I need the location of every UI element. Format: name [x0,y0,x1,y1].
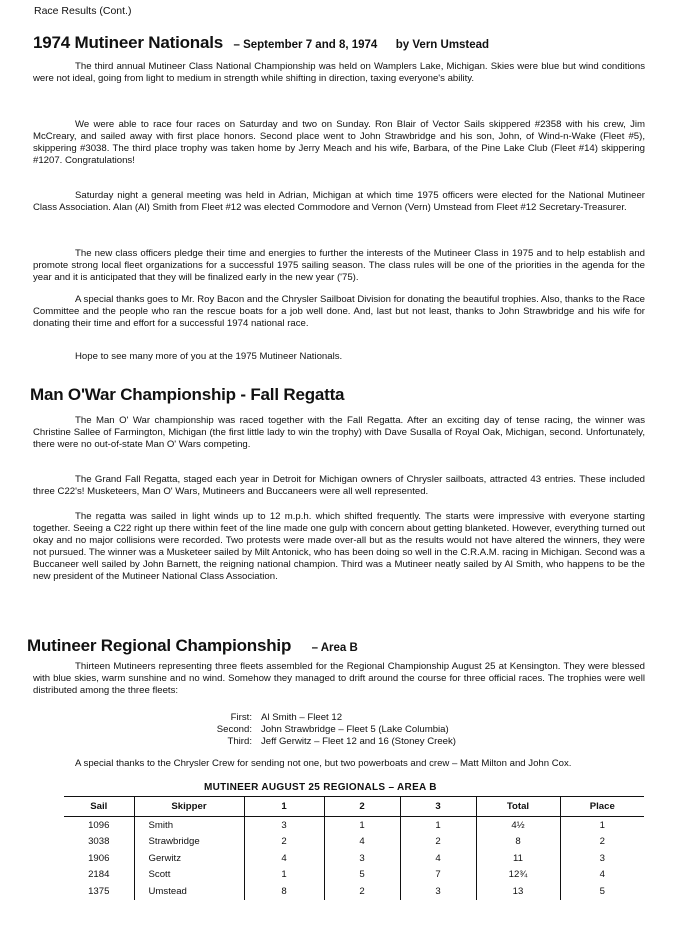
column-header-place: Place [560,797,644,817]
race-1-cell: 2 [244,834,324,851]
paragraph: Thirteen Mutineers representing three fleets assembled for the Regional Championship August 25 at Kensington. They were blessed with blue skies, warm sunshine and no wind. Somehow they managed to drift around the course for three official races. The trophies were well distributed among the three fleets: [33,661,645,696]
section-title: 1974 Mutineer Nationals [33,33,224,52]
page-header-note: Race Results (Cont.) [34,5,132,17]
section-title: Mutineer Regional Championship [27,636,292,655]
column-header-race-3: 3 [400,797,476,817]
placing-value: Jeff Gerwitz – Fleet 12 and 16 (Stoney Creek) [261,736,456,747]
column-header-race-2: 2 [324,797,400,817]
race-3-cell: 1 [400,817,476,834]
section-byline: by Vern Umstead [395,39,490,51]
table-row [64,817,644,834]
paragraph: Hope to see many more of you at the 1975 Mutineer Nationals. [75,351,343,362]
race-1-cell: 4 [244,850,324,867]
paragraph: The third annual Mutineer Class National Championship was held on Wamplers Lake, Michigan. Skies were blue but wind conditions were not ideal, going from light to medium in strength while shifting in direction, taxing everyone's ability. [33,61,645,84]
column-header-total: Total [476,797,560,817]
paragraph: A special thanks goes to Mr. Roy Bacon and the Chrysler Sailboat Division for donating the beautiful trophies. Also, thanks to the Race Committee and the people who ran the rescue boats for a job well done. And, last but not least, thanks to John Strawbridge and his wife for donating their time and effort for a successful 1974 national race. [33,294,645,329]
race-2-cell: 2 [324,883,400,900]
table-row [64,883,644,900]
total-cell: 11 [476,850,560,867]
race-3-cell: 3 [400,883,476,900]
sail-cell: 3038 [88,836,110,848]
sail-cell: 1906 [88,852,110,864]
placing-row [190,712,456,724]
placing-row [190,724,456,736]
skipper-cell: Gerwitz [134,850,244,867]
place-cell: 2 [560,834,644,851]
paragraph: A special thanks to the Chrysler Crew for sending not one, but two powerboats and crew – Matt Milton and John Cox. [75,758,572,769]
table-row [64,834,644,851]
sail-cell: 2184 [88,869,110,881]
column-header-skipper: Skipper [134,797,244,817]
sail-cell: 1096 [88,819,110,831]
placing-label: Third: [227,736,252,747]
section-date: – September 7 and 8, 1974 [233,39,378,51]
paragraph: The Grand Fall Regatta, staged each year in Detroit for Michigan owners of Chrysler sailboats, attracted 43 entries. These included three C22's! Musketeers, Man O' Wars, Mutineers and Buccaneers were all well represented. [33,474,645,497]
table-row [64,850,644,867]
skipper-cell: Scott [134,867,244,884]
skipper-cell: Umstead [134,883,244,900]
section-regional-heading [27,636,358,656]
placing-value: Al Smith – Fleet 12 [261,712,343,723]
race-2-cell: 3 [324,850,400,867]
race-2-cell: 4 [324,834,400,851]
placing-row [190,736,456,748]
place-cell: 5 [560,883,644,900]
placing-value: John Strawbridge – Fleet 5 (Lake Columbia) [261,724,449,735]
race-2-cell: 5 [324,867,400,884]
paragraph: The regatta was sailed in light winds up to 12 m.p.h. which shifted frequently. The starts were impressive with everyone starting together. Seeing a C22 right up there within feet of the line made one gulp with concern about getting blanketed. However, everything turned out okay and no major collisions were recorded. Two protests were made over-all but as the results would not have altered the winners, they were not pursued. The winner was a Musketeer sailed by Milt Antonick, who has been doing so well in the C.R.A.M. racing in Michigan. Second was a Buccaneer well sailed by John Barnett, the reigning national champion. Third was a Mutineer neatly sailed by Al Smith, who happens to be the new president of the Mutineer National Class Association. [33,511,646,582]
paragraph: The Man O' War championship was raced together with the Fall Regatta. After an exciting day of tense racing, the winner was Christine Sallee of Farmington, Michigan (the first little lady to win the trophy) with Dave Susalla of Royal Oak, Michigan, second. Unfortunately, there were no out-of-state Man O' Wars competing. [33,415,645,450]
placings-list [190,712,456,748]
total-cell: 4½ [476,817,560,834]
table-header-row [64,797,644,817]
skipper-cell: Strawbridge [134,834,244,851]
total-cell: 8 [476,834,560,851]
place-cell: 1 [560,817,644,834]
results-table-title: MUTINEER AUGUST 25 REGIONALS – AREA B [204,782,437,793]
place-cell: 3 [560,850,644,867]
paragraph: Saturday night a general meeting was held in Adrian, Michigan at which time 1975 officers were elected for the National Mutineer Class Association. Alan (Al) Smith from Fleet #12 was elected Commodore and Vernon (Vern) Umstead from Fleet #12 Secretary-Treasurer. [33,190,645,213]
race-2-cell: 1 [324,817,400,834]
paragraph: The new class officers pledge their time and energies to further the interests of the Mutineer Class in 1975 and to help establish and promote strong local fleet organizations for a successful 1975 sailing season. The class rules will be one of the priorities in the agenda for the year and it is anticipated that they will be finalized early in the new year ('75). [33,248,645,283]
race-3-cell: 4 [400,850,476,867]
race-1-cell: 3 [244,817,324,834]
column-header-race-1: 1 [244,797,324,817]
results-table [64,796,644,900]
race-3-cell: 7 [400,867,476,884]
skipper-cell: Smith [134,817,244,834]
section-area: – Area B [311,642,358,654]
column-header-sail: Sail [64,797,134,817]
section-nationals-heading [33,33,489,53]
race-1-cell: 1 [244,867,324,884]
place-cell: 4 [560,867,644,884]
placing-label: First: [230,712,252,723]
section-title: Man O'War Championship - Fall Regatta [30,385,345,404]
total-cell: 13 [476,883,560,900]
race-3-cell: 2 [400,834,476,851]
total-cell: 12¾ [476,867,560,884]
placing-label: Second: [216,724,252,735]
table-row [64,867,644,884]
paragraph: We were able to race four races on Saturday and two on Sunday. Ron Blair of Vector Sails skippered #2358 with his crew, Jim McCreary, and sailed away with first place honors. Second place went to John Strawbridge and his son, John, of Wind-n-Wake (Fleet #5), skippering #3038. The third place trophy was taken home by Jerry Meach and his wife, Barbara, of the Pine Lake Club (Fleet #14) skippering #1207. Congratulations! [33,119,645,166]
section-manowar-heading [30,385,344,405]
race-1-cell: 8 [244,883,324,900]
sail-cell: 1375 [88,885,110,897]
